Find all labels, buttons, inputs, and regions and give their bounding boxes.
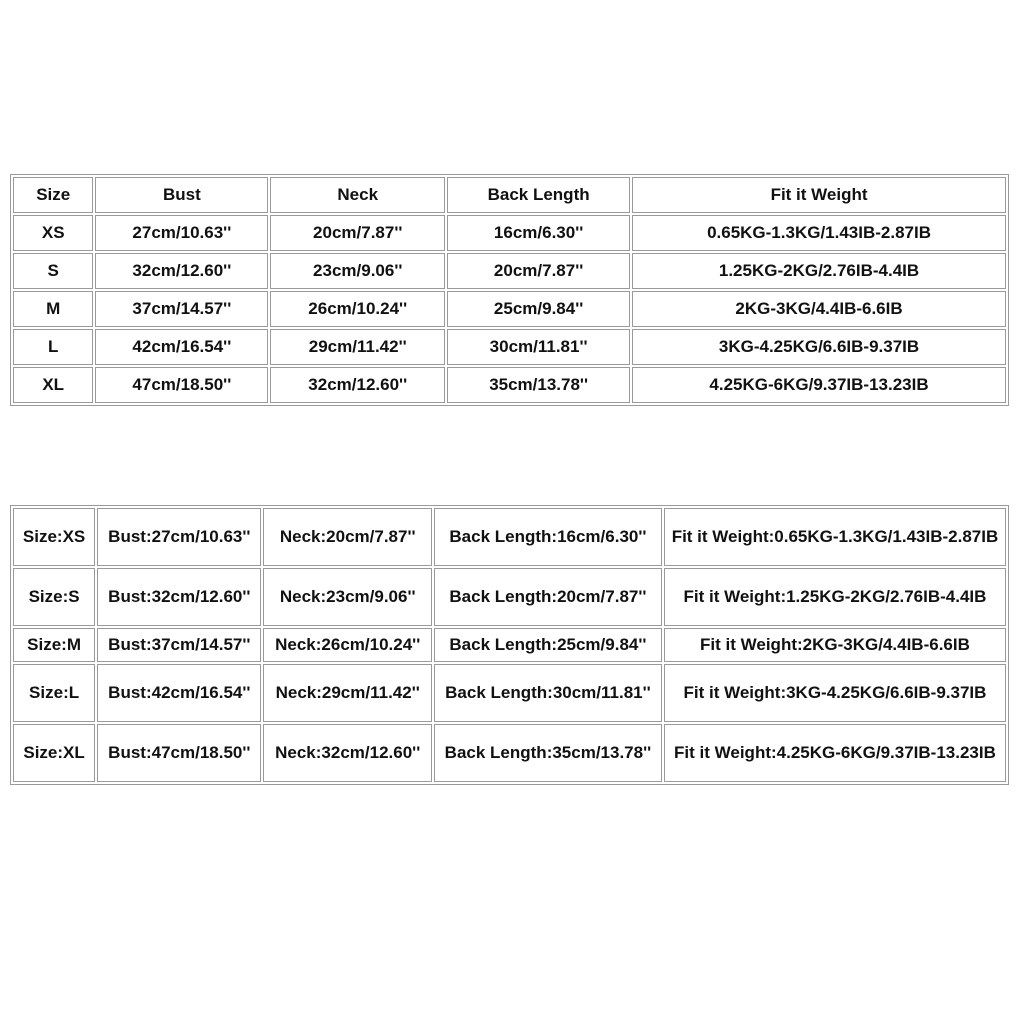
cell-fit-weight: 0.65KG-1.3KG/1.43IB-2.87IB [632, 215, 1006, 251]
cell-back-length: 16cm/6.30'' [447, 215, 630, 251]
table-row [13, 367, 1006, 403]
table-row [13, 215, 1006, 251]
cell-back-length: Back Length:35cm/13.78'' [434, 724, 662, 782]
table-row [13, 329, 1006, 365]
table-row [13, 291, 1006, 327]
cell-size: Size:M [13, 628, 95, 662]
cell-fit-weight: 1.25KG-2KG/2.76IB-4.4IB [632, 253, 1006, 289]
header-bust: Bust [95, 177, 268, 213]
cell-bust: Bust:32cm/12.60'' [97, 568, 261, 626]
cell-fit-weight: Fit it Weight:3KG-4.25KG/6.6IB-9.37IB [664, 664, 1006, 722]
header-size: Size [13, 177, 93, 213]
size-chart-table [10, 174, 1009, 406]
table-row [13, 724, 1006, 782]
cell-bust: 32cm/12.60'' [95, 253, 268, 289]
table-row [13, 508, 1006, 566]
cell-fit-weight: 2KG-3KG/4.4IB-6.6IB [632, 291, 1006, 327]
cell-neck: 32cm/12.60'' [270, 367, 445, 403]
cell-fit-weight: 4.25KG-6KG/9.37IB-13.23IB [632, 367, 1006, 403]
cell-back-length: 30cm/11.81'' [447, 329, 630, 365]
cell-bust: Bust:42cm/16.54'' [97, 664, 261, 722]
cell-fit-weight: Fit it Weight:0.65KG-1.3KG/1.43IB-2.87IB [664, 508, 1006, 566]
cell-back-length: 35cm/13.78'' [447, 367, 630, 403]
header-back-length: Back Length [447, 177, 630, 213]
cell-fit-weight: Fit it Weight:1.25KG-2KG/2.76IB-4.4IB [664, 568, 1006, 626]
cell-bust: Bust:27cm/10.63'' [97, 508, 261, 566]
table-row [13, 628, 1006, 662]
cell-back-length: Back Length:20cm/7.87'' [434, 568, 662, 626]
cell-size: S [13, 253, 93, 289]
cell-neck: 20cm/7.87'' [270, 215, 445, 251]
table-row [13, 568, 1006, 626]
cell-back-length: 20cm/7.87'' [447, 253, 630, 289]
cell-back-length: Back Length:30cm/11.81'' [434, 664, 662, 722]
cell-size: M [13, 291, 93, 327]
header-fit-weight: Fit it Weight [632, 177, 1006, 213]
cell-neck: 26cm/10.24'' [270, 291, 445, 327]
cell-bust: 37cm/14.57'' [95, 291, 268, 327]
cell-size: L [13, 329, 93, 365]
cell-back-length: Back Length:16cm/6.30'' [434, 508, 662, 566]
cell-fit-weight: Fit it Weight:4.25KG-6KG/9.37IB-13.23IB [664, 724, 1006, 782]
cell-size: Size:XS [13, 508, 95, 566]
cell-neck: Neck:23cm/9.06'' [263, 568, 431, 626]
cell-neck: 29cm/11.42'' [270, 329, 445, 365]
cell-bust: Bust:47cm/18.50'' [97, 724, 261, 782]
cell-size: XS [13, 215, 93, 251]
cell-size: Size:XL [13, 724, 95, 782]
table-row [13, 253, 1006, 289]
cell-neck: Neck:26cm/10.24'' [263, 628, 431, 662]
cell-back-length: 25cm/9.84'' [447, 291, 630, 327]
cell-fit-weight: Fit it Weight:2KG-3KG/4.4IB-6.6IB [664, 628, 1006, 662]
cell-size: XL [13, 367, 93, 403]
header-neck: Neck [270, 177, 445, 213]
cell-bust: Bust:37cm/14.57'' [97, 628, 261, 662]
cell-bust: 47cm/18.50'' [95, 367, 268, 403]
cell-back-length: Back Length:25cm/9.84'' [434, 628, 662, 662]
table-header-row [13, 177, 1006, 213]
cell-size: Size:S [13, 568, 95, 626]
cell-size: Size:L [13, 664, 95, 722]
cell-bust: 27cm/10.63'' [95, 215, 268, 251]
size-chart-labeled-table [10, 505, 1009, 785]
cell-neck: Neck:29cm/11.42'' [263, 664, 431, 722]
table-row [13, 664, 1006, 722]
cell-bust: 42cm/16.54'' [95, 329, 268, 365]
cell-neck: Neck:20cm/7.87'' [263, 508, 431, 566]
cell-neck: Neck:32cm/12.60'' [263, 724, 431, 782]
cell-fit-weight: 3KG-4.25KG/6.6IB-9.37IB [632, 329, 1006, 365]
cell-neck: 23cm/9.06'' [270, 253, 445, 289]
